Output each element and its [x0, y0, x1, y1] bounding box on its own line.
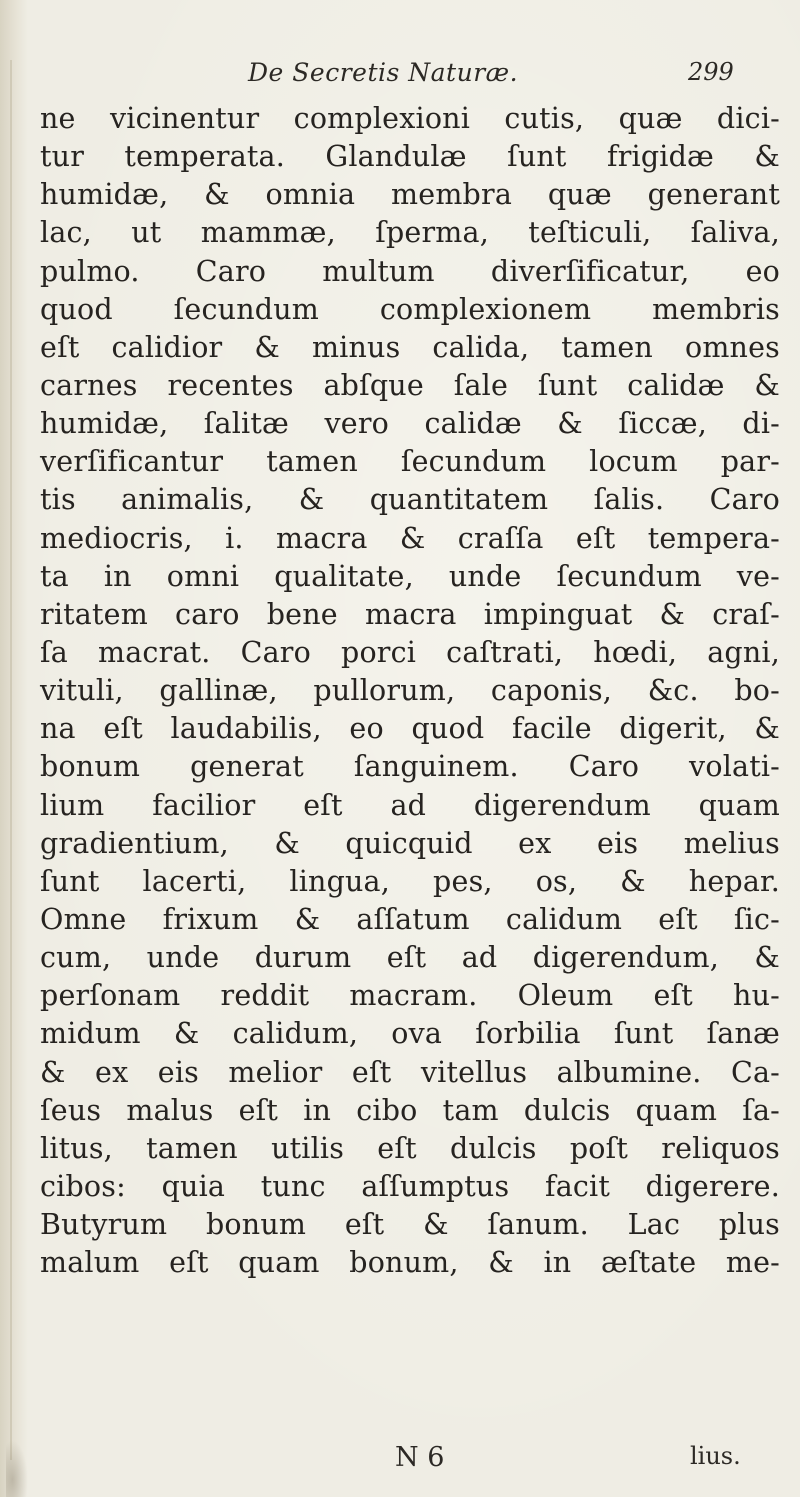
text-line: tis animalis, & quantitatem ſalis. Caro [40, 483, 780, 517]
text-line: bonum generat ſanguinem. Caro volati- [40, 750, 780, 784]
text-line: ſunt lacerti, lingua, pes, os, & hepar. [40, 864, 780, 898]
text-line: gradientium, & quicquid ex eis melius [40, 826, 780, 860]
text-line: lium facilior eſt ad digerendum quam [40, 788, 780, 822]
page-footer [0, 1442, 800, 1478]
text-line: quod ſecundum complexionem membris [40, 292, 780, 326]
text-line: ta in omni qualitate, unde ſecundum ve- [40, 559, 780, 593]
text-line: mediocris, i. macra & craſſa eſt tempera- [40, 521, 780, 555]
text-line: ſeus malus eſt in cibo tam dulcis quam ſa- [40, 1093, 780, 1127]
text-line: litus, tamen utilis eſt dulcis poſt reliquos [40, 1131, 780, 1165]
text-line: na eſt laudabilis, eo quod facile digerit, & [40, 712, 780, 746]
text-line: cibos: quia tunc aſſumptus facit digerere. [40, 1169, 780, 1203]
text-line: tur temperata. Glandulæ ſunt frigidæ & [40, 140, 780, 174]
text-line: ſa macrat. Caro porci caſtrati, hœdi, agni, [40, 635, 780, 669]
text-line: eſt calidior & minus calida, tamen omnes [40, 330, 780, 364]
text-line: perſonam reddit macram. Oleum eſt hu- [40, 979, 780, 1013]
text-line: Omne frixum & aſſatum calidum eſt ſic- [40, 902, 780, 936]
text-line: & ex eis melior eſt vitellus albumine. Ca- [40, 1055, 780, 1089]
body-text [40, 100, 780, 1282]
catchword: lius. [690, 1442, 741, 1470]
text-line: humidæ, ſalitæ vero calidæ & ſiccæ, di- [40, 407, 780, 441]
text-line: vituli, gallinæ, pullorum, caponis, &c. bo- [40, 674, 780, 708]
text-line: humidæ, & omnia membra quæ generant [40, 178, 780, 212]
text-line: cum, unde durum eſt ad digerendum, & [40, 941, 780, 975]
text-line: lac, ut mammæ, ſperma, teſticuli, ſaliva, [40, 216, 780, 250]
page-gutter [0, 0, 28, 1497]
page-number: 299 [688, 58, 734, 86]
text-line: Butyrum bonum eſt & ſanum. Lac plus [40, 1208, 780, 1242]
running-title: De Secretis Naturæ. [248, 58, 519, 87]
page-header [0, 58, 800, 98]
text-line: ritatem caro bene macra impinguat & craſ- [40, 597, 780, 631]
text-line: pulmo. Caro multum diverſificatur, eo [40, 254, 780, 288]
text-line: verſificantur tamen ſecundum locum par- [40, 445, 780, 479]
gutter-shadow-line [10, 60, 12, 1460]
signature-mark: N 6 [395, 1442, 445, 1473]
text-line: malum eſt quam bonum, & in æſtate me- [40, 1246, 780, 1280]
text-line: midum & calidum, ova ſorbilia ſunt ſanæ [40, 1017, 780, 1051]
text-line: carnes recentes abſque ſale ſunt calidæ & [40, 368, 780, 402]
page-smudge [6, 1440, 28, 1497]
text-line: ne vicinentur complexioni cutis, quæ dici- [40, 102, 780, 135]
